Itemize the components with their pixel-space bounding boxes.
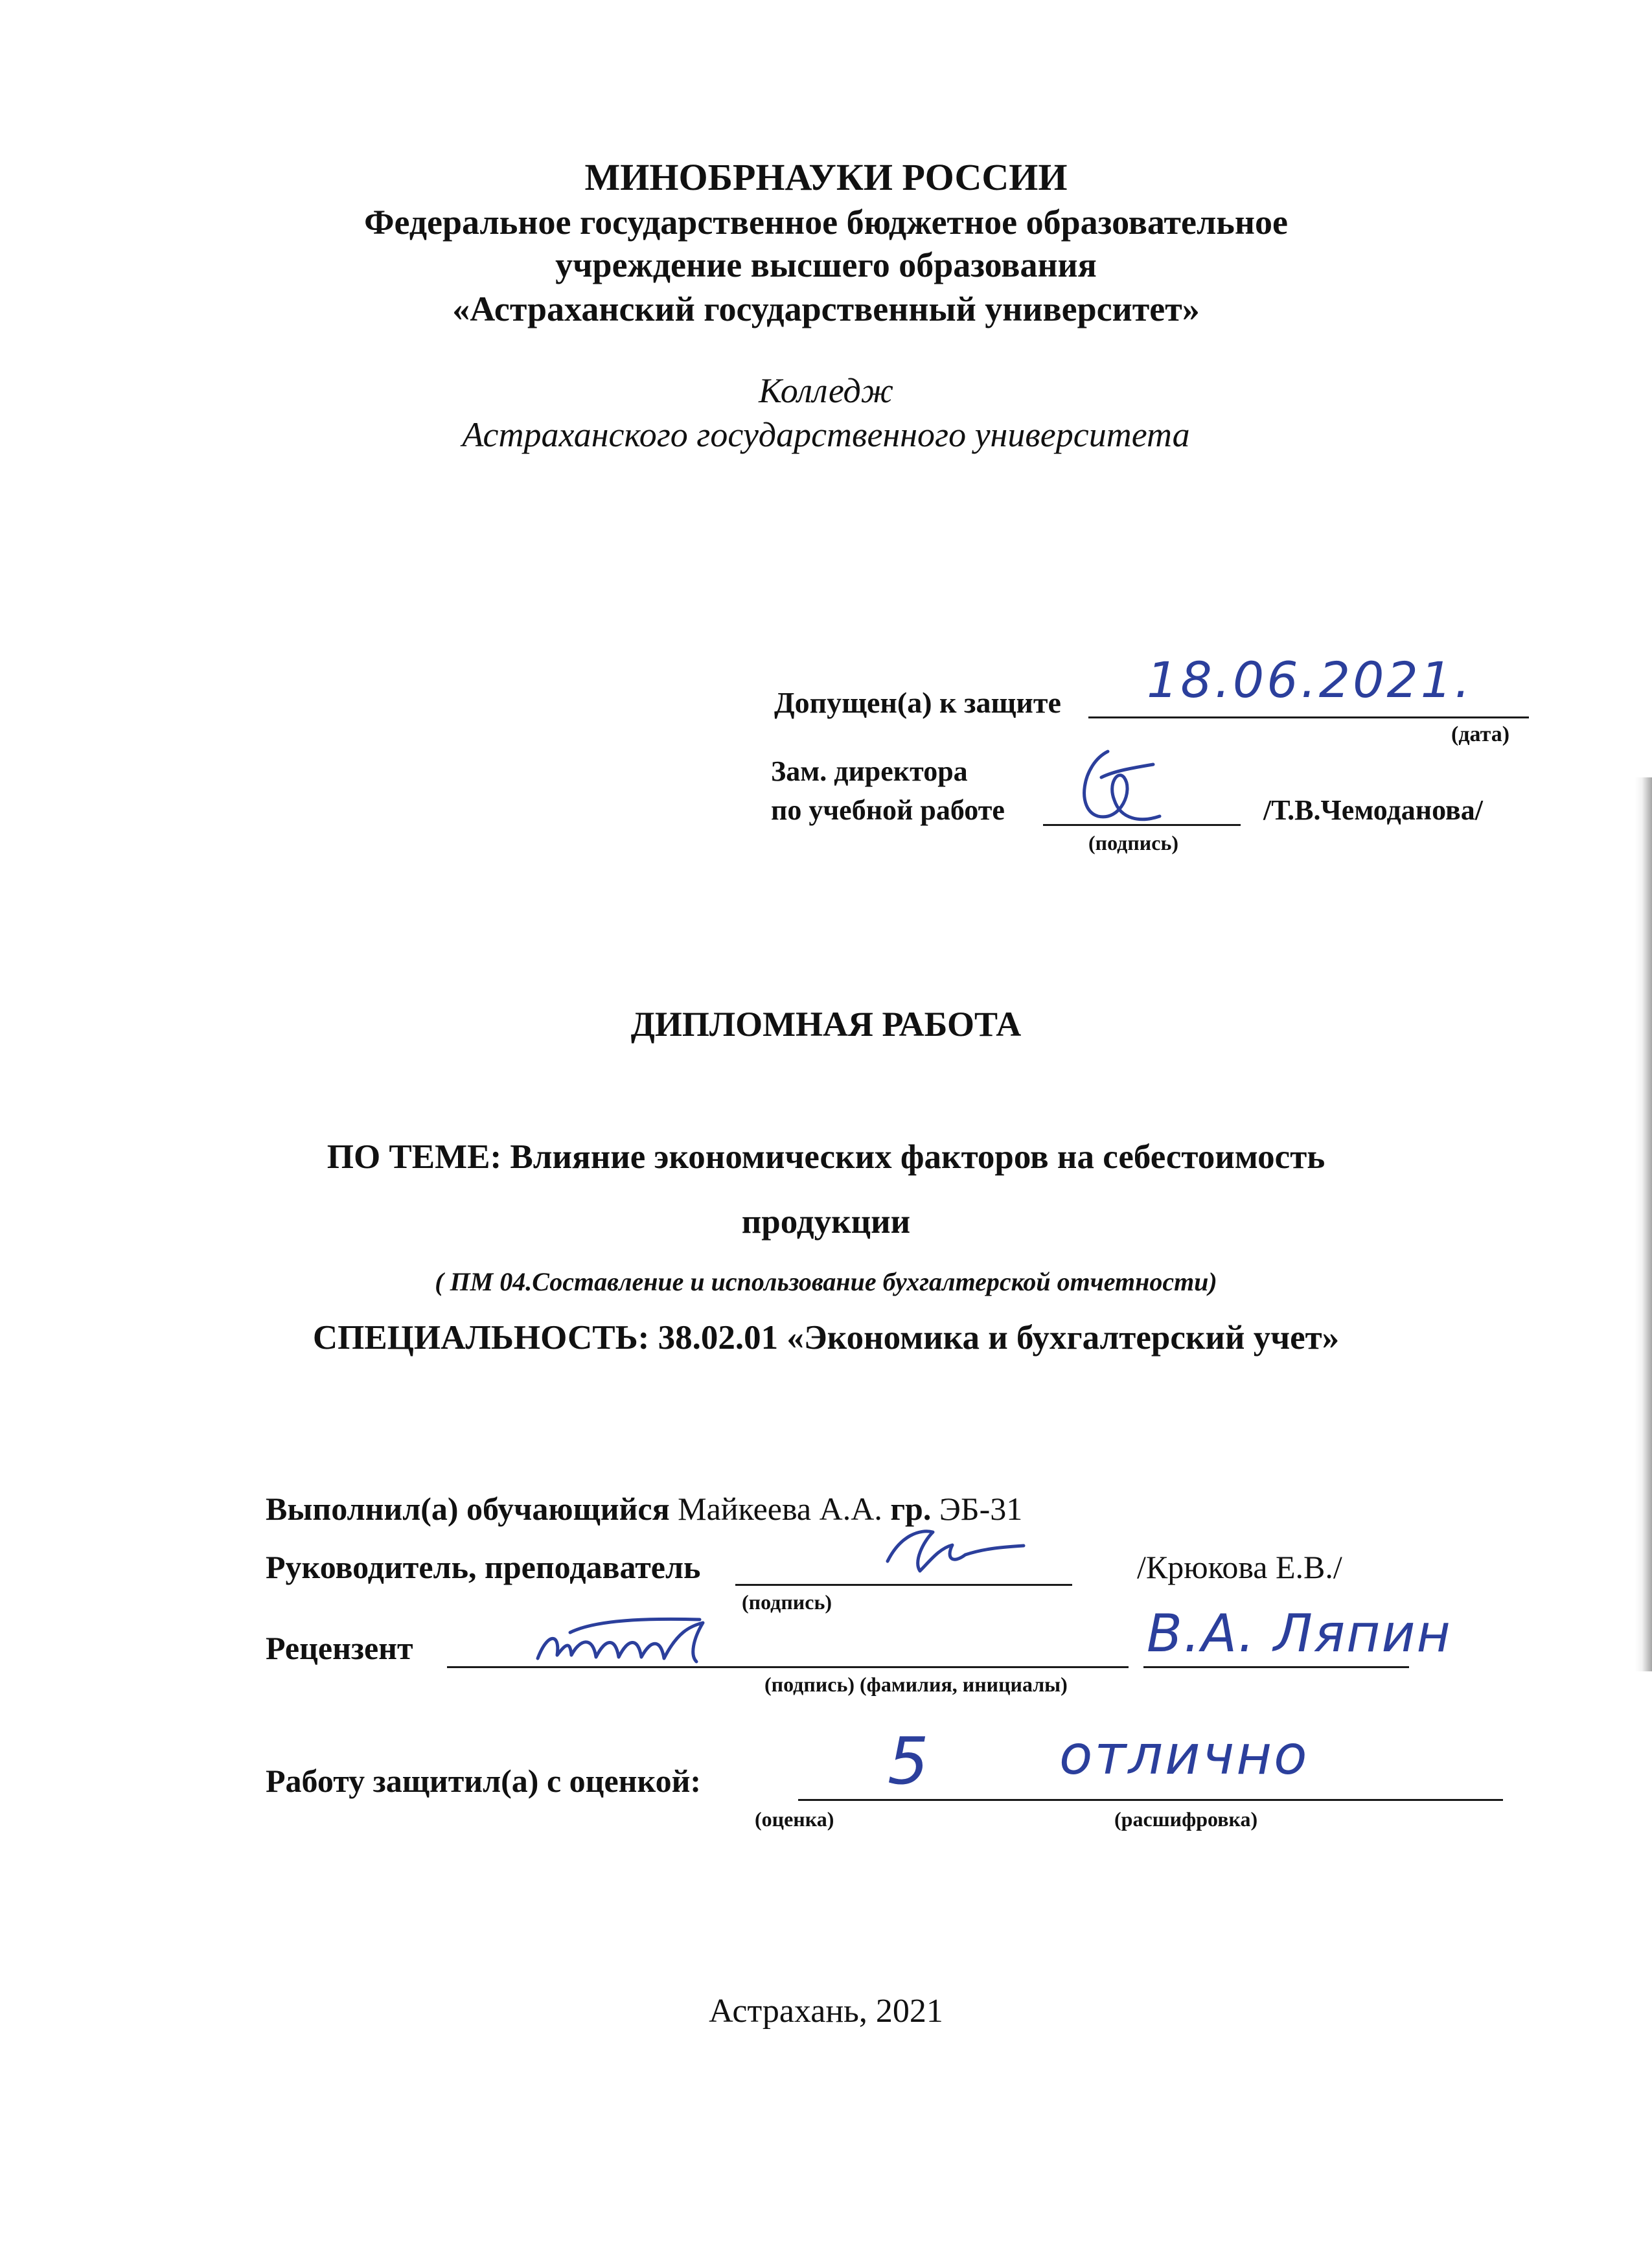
reviewer-name-handwritten: В.А. Ляпин: [1147, 1603, 1452, 1664]
admitted-date-line: [1088, 716, 1529, 718]
deputy-title-line-1: Зам. директора: [771, 755, 968, 787]
city-year: Астрахань, 2021: [709, 1993, 943, 2030]
defense-grade-word-handwritten: отлично: [1059, 1723, 1309, 1787]
supervisor-name: /Крюкова Е.В./: [1137, 1549, 1342, 1585]
supervisor-signature-caption: (подпись): [742, 1590, 832, 1614]
student-name: Майкеева А.А.: [678, 1491, 882, 1527]
defense-grade-handwritten: 5: [888, 1723, 929, 1799]
admitted-date-handwritten: 18.06.2021.: [1147, 651, 1473, 709]
module-name: ( ПМ 04.Составление и использование бухгалтерской отчетности): [435, 1267, 1217, 1296]
topic-line-1: ПО ТЕМЕ: Влияние экономических факторов на себестоимость: [327, 1138, 1325, 1176]
work-type: ДИПЛОМНАЯ РАБОТА: [630, 1005, 1022, 1044]
reviewer-name-line: [1143, 1666, 1409, 1668]
supervisor-label: Руководитель, преподаватель: [266, 1549, 701, 1585]
defense-label: Работу защитил(а) с оценкой:: [266, 1763, 702, 1799]
group-label: гр.: [890, 1491, 932, 1527]
group-value: ЭБ-31: [939, 1491, 1023, 1527]
specialty: СПЕЦИАЛЬНОСТЬ: 38.02.01 «Экономика и бухгалтерский учет»: [312, 1319, 1340, 1357]
admitted-label: Допущен(а) к защите: [774, 686, 1061, 719]
college-line-1: Колледж: [758, 371, 894, 410]
reviewer-captions: (подпись) (фамилия, инициалы): [764, 1673, 1068, 1696]
student-label: Выполнил(а) обучающийся: [266, 1491, 670, 1527]
college-line-2: Астраханского государственного университета: [462, 415, 1190, 454]
deputy-title-line-2: по учебной работе: [771, 794, 1005, 826]
supervisor-signature: [862, 1516, 1030, 1587]
date-caption: (дата): [1451, 722, 1510, 746]
deputy-name: /Т.В.Чемоданова/: [1263, 794, 1483, 826]
institution-line-2: учреждение высшего образования: [555, 246, 1097, 284]
deputy-signature-caption: (подпись): [1088, 831, 1179, 854]
decode-caption: (расшифровка): [1114, 1807, 1258, 1831]
reviewer-label: Рецензент: [266, 1630, 413, 1666]
deputy-signature: [1062, 739, 1179, 836]
defense-grade-line: [798, 1799, 1503, 1801]
topic-line-2: продукции: [741, 1203, 911, 1241]
reviewer-signature: [531, 1607, 745, 1678]
ministry-title: МИНОБРНАУКИ РОССИИ: [584, 156, 1068, 198]
institution-line-1: Федеральное государственное бюджетное образовательное: [364, 203, 1288, 242]
grade-caption: (оценка): [755, 1807, 834, 1831]
university-name: «Астраханский государственный университет»: [452, 290, 1200, 328]
